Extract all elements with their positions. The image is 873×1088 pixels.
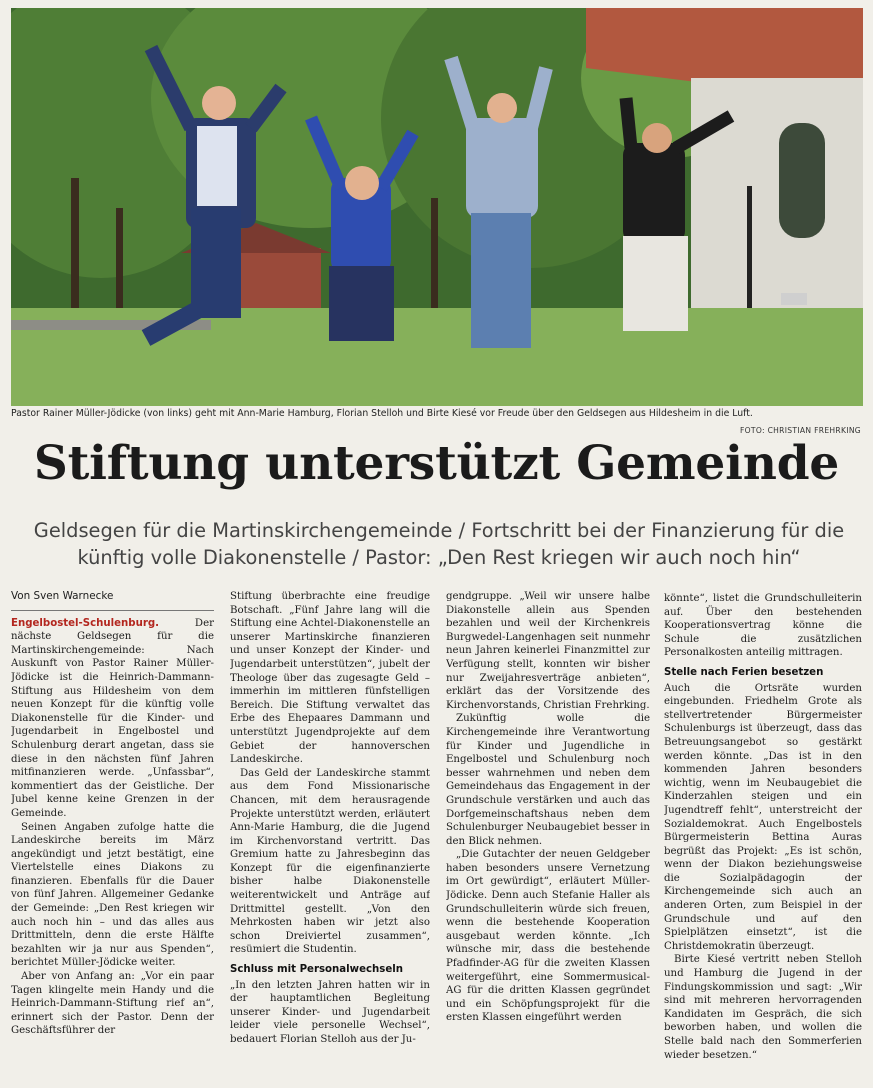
- paragraph: gendgruppe. „Weil wir unsere halbe Diakonstelle allein aus Spenden bezahlen und weil der Kirchenkreis Burgwedel-Langenhagen seit nunmehr neun Jahren keinerlei Finanzmittel zur Verfügung stellt, konnten wir bisher nur Zweijahresverträge anbieten“, erklärt das der Vorsitzende des Kirchenvorstands, Christian Frehrking.: [446, 591, 650, 711]
- paragraph: Das Geld der Landeskirche stammt aus dem Fond Missionarische Chancen, mit dem herausragende Projekte unterstützt werden, erläutert Ann-Marie Hamburg, die die Jugend im Kirchenvorstand vertritt. Das Gremium hatte zu Jahresbeginn das Konzept für die eigenfinanzierte bisher halbe Diakonenstelle weiterentwickelt und Anträge auf Drittmittel gestellt. „Von den Mehrkosten haben wir jetzt also schon Dreiviertel zusammen“, resümiert die Studentin.: [230, 767, 430, 956]
- photo-caption: Pastor Rainer Müller-Jödicke (von links) geht mit Ann-Marie Hamburg, Florian Stelloh und Birte Kiesé vor Freude über den Geldsegen aus Hildesheim in die Luft.: [11, 408, 753, 419]
- photo-credit: FOTO: CHRISTIAN FREHRKING: [739, 426, 861, 435]
- byline: Von Sven Warnecke: [11, 590, 214, 611]
- section-heading: Schluss mit Personalwechseln: [230, 964, 403, 976]
- photo-illustration: [11, 8, 863, 406]
- paragraph: Auch die Ortsräte wurden eingebunden. Friedhelm Grote als stellvertretender Bürgermeister Schulenburgs ist überzeugt, dass das Betreuungsangebot so gestärkt werden könnte. „Das ist in den kommenden Jahren besonders wichtig, wenn im Neubaugebiet die Kinderzahlen steigen und ein Jugendtreff fehlt“, unterstreicht der Sozialdemokrat. Auch Engelbostels Bürgermeisterin Bettina Auras begrüßt das Projekt: „Es ist schön, wenn der Diakon beziehungsweise die Sozialpädagogin der Kirchengemeinde sich auch an anderen Orten, zum Beispiel in der Grundschule und auf den Spielplätzen einsetzt“, ist die Christdemokratin überzeugt.: [664, 682, 862, 952]
- article-column-3: [446, 590, 650, 1085]
- article-column-4: [664, 592, 862, 1087]
- paragraph: [11, 617, 214, 821]
- headline: Stiftung unterstützt Gemeinde: [33, 436, 840, 491]
- dateline: Engelbostel-Schulenburg.: [11, 617, 160, 629]
- paragraph: „In den letzten Jahren hatten wir in der hauptamtlichen Begleitung unserer Kinder- und Jugendarbeit leider viele personelle Wechsel“, bedauert Florian Stelloh aus der Ju-: [230, 979, 430, 1045]
- article-column-2: [230, 590, 430, 1085]
- paragraph-text: Der nächste Geldsegen für die Martinskirchengemeinde: Nach Auskunft von Pastor Rainer Müller-Jödicke ist die Heinrich-Dammann-Stiftung aus Hildesheim von dem neuen Konzept für die künftig volle Diakonenstelle für die Kinder- und Jugendarbeit in Engelbostel und Schulenburg derart angetan, dass sie diese in den nächsten fünf Jahren mitfinanzieren werde. „Unfassbar“, kommentiert das der Geistliche. Der Jubel kenne keine Grenzen in der Gemeinde.: [11, 617, 214, 819]
- paragraph: Zukünftig wolle die Kirchengemeinde ihre Verantwortung für Kinder und Jugendliche in Engelbostel und Schulenburg noch besser wahrnehmen und neben dem Gemeindehaus das Engagement in der Grundschule verstärken und auch das Dorfgemeinschaftshaus neben dem Schulenburger Neubaugebiet besser in den Blick nehmen.: [446, 713, 650, 847]
- article-column-1: [11, 590, 214, 1085]
- paragraph: könnte“, listet die Grundschulleiterin auf. Über den bestehenden Kooperationsvertrag könne die Schule die zusätzlichen Personalkosten anteilig mittragen.: [664, 593, 862, 659]
- paragraph: Aber von Anfang an: „Vor ein paar Tagen klingelte mein Handy und die Heinrich-Dammann-Stiftung rief an“, erinnert sich der Pastor. Denn der Geschäftsführer der: [11, 971, 214, 1037]
- section-heading: Stelle nach Ferien besetzen: [664, 666, 824, 678]
- article-photo: [11, 8, 863, 406]
- paragraph: „Die Gutachter der neuen Geldgeber haben besonders unsere Vernetzung im Ort gewürdigt“, erläutert Müller-Jödicke. Denn auch Stefanie Haller als Grundschulleiterin würde sich freuen, wenn die bestehende Kooperation ausgebaut werden könnte. „Ich wünsche mir, dass die bestehende Pfadfinder-AG für die zweiten Klassen weitergeführt, eine Sommermusical-AG für die dritten Klassen gegründet und ein Schöpfungsprojekt für die ersten Klassen eingeführt werden: [446, 849, 650, 1024]
- paragraph: Stiftung überbrachte eine freudige Botschaft. „Fünf Jahre lang will die Stiftung eine Achtel-Diakonenstelle an unserer Martinskirche finanzieren und unser Konzept der Kinder- und Jugendarbeit unterstützen“, jubelt der Theologe über das zugesagte Geld – immerhin im mittleren fünfstelligen Bereich. Die Stiftung verwaltet das Erbe des Ehepaares Dammann und unterstützt Jugendprojekte auf dem Gebiet der hannoverschen Landeskirche.: [230, 591, 430, 766]
- paragraph: Birte Kiesé vertritt neben Stelloh und Hamburg die Jugend in der Findungskommission und sagt: „Wir sind mit mehreren hervorragenden Kandidaten im Gespräch, die sich beworben haben, und wollen die Stelle bald nach den Sommerferien wieder besetzen.“: [664, 954, 862, 1061]
- subheadline: Geldsegen für die Martinskirchengemeinde / Fortschritt bei der Finanzierung für die künftig volle Diakonenstelle / Pastor: „Den Rest kriegen wir auch noch hin“: [33, 519, 845, 569]
- paragraph: Seinen Angaben zufolge hatte die Landeskirche bereits im März angekündigt und jetzt bestätigt, eine Viertelstelle eines Diakons zu finanzieren. Ebenfalls für die Dauer von fünf Jahren. Allgemeiner Gedanke der Gemeinde: „Den Rest kriegen wir auch noch hin – und das alles aus Drittmitteln, denn die erste Hälfte bezahlten wir ja nur aus Spenden“, berichtet Müller-Jödicke weiter.: [11, 821, 214, 969]
